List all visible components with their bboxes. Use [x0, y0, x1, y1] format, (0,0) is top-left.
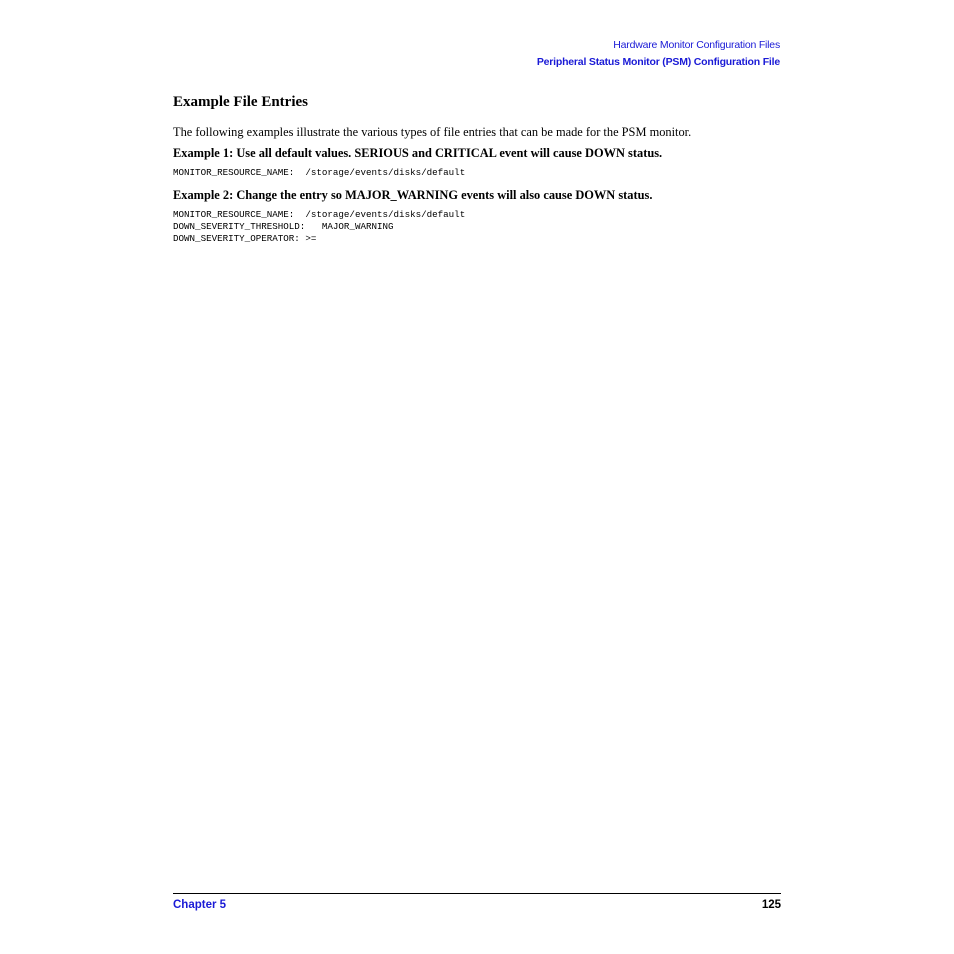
running-header — [537, 37, 780, 70]
footer-divider — [173, 893, 781, 894]
header-chapter-title: Hardware Monitor Configuration Files — [613, 39, 780, 51]
intro-paragraph: The following examples illustrate the various types of file entries that can be made for the PSM monitor. — [173, 125, 692, 139]
section-heading: Example File Entries — [173, 94, 308, 110]
example-2-code: MONITOR_RESOURCE_NAME: /storage/events/disks/default DOWN_SEVERITY_THRESHOLD: MAJOR_WARNING DOWN_SEVERITY_OPERATOR: >= — [173, 209, 466, 244]
page-content — [173, 92, 781, 253]
page-number: 125 — [761, 899, 781, 911]
example-2-heading: Example 2: Change the entry so MAJOR_WARNING events will also cause DOWN status. — [173, 188, 653, 202]
header-section-title: Peripheral Status Monitor (PSM) Configuration File — [536, 56, 780, 68]
footer-chapter-label: Chapter 5 — [173, 899, 227, 911]
example-1-heading: Example 1: Use all default values. SERIOUS and CRITICAL event will cause DOWN status. — [173, 146, 663, 160]
example-1-code: MONITOR_RESOURCE_NAME: /storage/events/disks/default — [173, 167, 466, 178]
